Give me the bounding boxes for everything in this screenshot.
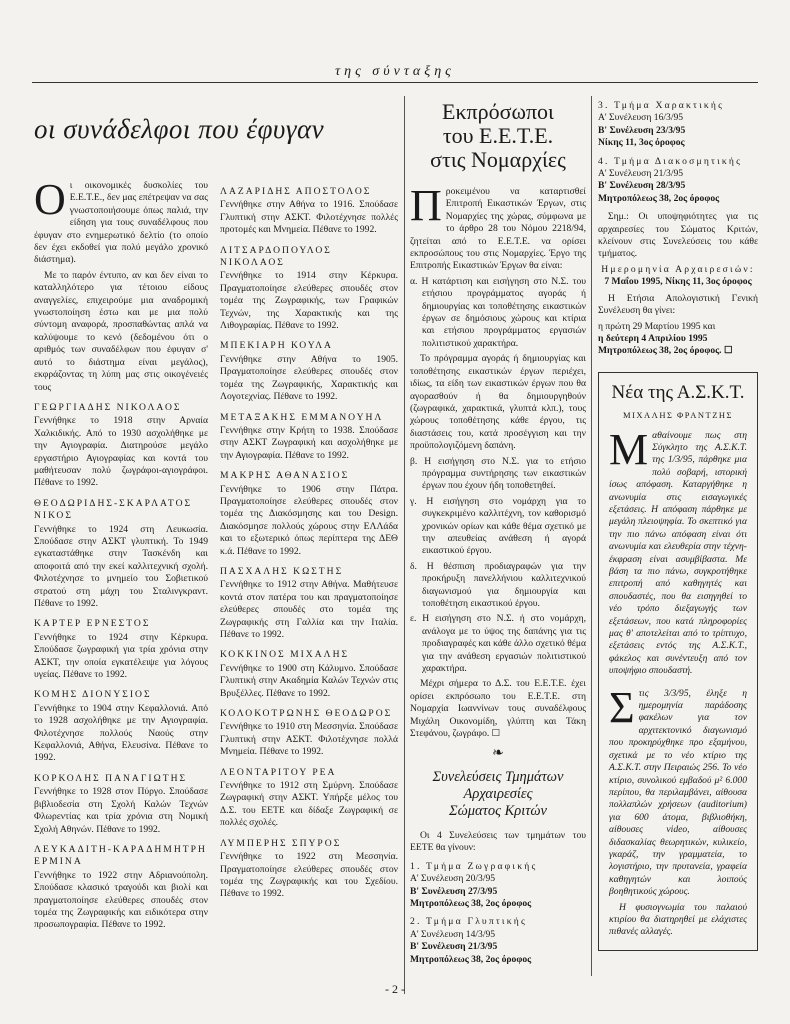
duty-item: α. Η κατάρτιση και εισήγηση στο Ν.Σ. του ετήσιου προγράμματος αγοράς ή δημιουργίας και τοποθέτησης εικαστικών έργων σε δημόσιους χώρους και κτίρια και ετήσιου προγράμματος εργασιών πολιτιστικού χαρακτήρα.: [410, 275, 586, 349]
duty-item: δ. Η θέσπιση προδιαγραφών για την προκήρυξη πανελλήνιου καλλιτεχνικού διαγωνισμού για δημιουργία και τοποθέτηση εικαστικού έργου.: [410, 560, 586, 609]
column-divider: [404, 96, 405, 994]
obituary-text: Γεννήθηκε το 1914 στην Κέρκυρα. Πραγματοποίησε ελεύθερες σπουδές στον τομέα της Ζωγραφικής, των Γραφικών Τεχνών, της Χαρακτικής και της Λιθογραφίας. Πέθανε το 1992.: [220, 270, 398, 332]
obituary-name: ΜΕΤΑΞΑΚΗΣ ΕΜΜΑΝΟΥΗΛ: [220, 411, 384, 423]
article-intro: Προκειμένου να καταρτισθεί Επιτροπή Εικαστικών Έργων, στις Νομαρχίες της χώρας, σύμφωνα με το άρθρο 28 του Νόμου 2218/94, ζητείται από το Ε.Ε.Τ.Ε. να ορίσει εκπροσώπους του στις Νομαρχίες. Έργο της Επιτροπής Εικαστικών Έργων θα είναι:: [410, 181, 586, 272]
news-box: [598, 372, 758, 951]
department-schedule: 2. Τμήμα Γλυπτικής Α' Συνέλευση 14/3/95 Β' Συνέλευση 21/3/95 Μητροπόλεως 38, 2ος όροφος: [410, 916, 532, 965]
obituary-name: ΛΙΤΣΑΡΔΟΠΟΥΛΟΣ ΝΙΚΟΛΑΟΣ: [220, 244, 332, 269]
obituary-name: ΛΕΟΝΤΑΡΙΤΟΥ ΡΕΑ: [220, 766, 337, 778]
obituary-text: Γεννήθηκε το 1924 στην Κέρκυρα. Σπούδασε ζωγραφική για τρία χρόνια στην ΑΣΚΤ, την οποία εγκατέλειψε για λόγους υγείας. Πέθανε το 1992.: [34, 631, 208, 681]
obituary-text: Γεννήθηκε το 1912 στην Αθήνα. Μαθήτευσε κοντά στον πατέρα του και πραγματοποίησε ελεύθερες σπουδές στο τομέα της Ζωγραφικής στη Γαλλία και την Ιταλία. Πέθανε το 1992.: [220, 579, 398, 640]
obituary-name: ΘΕΟΔΩΡΙΔΗΣ-ΣΚΑΡΛΑΤΟΣ ΝΙΚΟΣ: [34, 497, 193, 522]
obituary-name: ΚΑΡΤΕΡ ΕΡΝΕΣΤΟΣ: [34, 618, 151, 630]
page-number: - 2 -: [385, 982, 405, 996]
obituary-name: ΜΑΚΡΗΣ ΑΘΑΝΑΣΙΟΣ: [220, 470, 350, 482]
note: Σημ.: Οι υποψηφιότητες για τις αρχαιρεσίες του Σώματος Κριτών, κλείνουν στις Συνελεύσεις του κάθε τμήματος.: [598, 211, 758, 260]
obituary-name: ΛΥΜΠΕΡΗΣ ΣΠΥΡΟΣ: [220, 837, 342, 849]
drop-cap: Π: [410, 181, 442, 230]
obituary-text: Γεννήθηκε το 1900 στη Κάλυμνο. Σπούδασε Γλυπτική στην Ακαδημία Καλών Τεχνών στις Βρυξέλλες. Πέθανε το 1992.: [220, 662, 398, 699]
obituary-name: ΚΟΚΚΙΝΟΣ ΜΙΧΑΛΗΣ: [220, 649, 350, 661]
obituary-text: Γεννήθηκε το 1928 στον Πύργο. Σπούδασε βιβλιοδεσία στη Σχολή Καλών Τεχνών Φλωρεντίας και τρία χρόνια στη Νομική Σχολή Αθηνών. Πέθανε το 1992.: [34, 786, 208, 835]
duty-item: ε. Η εισήγηση στο Ν.Σ. ή στο νομάρχη, ανάλογα με το ύψος της δαπάνης για τις προδιαγραφές και κάθε άλλο σχετικό θέμα για την ανάθεση εργασιών πολιτιστικού χαρακτήρα.: [410, 613, 586, 675]
box-paragraph: Μαθαίνουμε πως στη Σύγκλητο της Α.Σ.Κ.Τ. της 1/3/95, πάρθηκε μια πολύ σοβαρή, ιστορική ίσως απόφαση. Καταργήθηκε η ανωνυμία στις εισαγωγικές εξετάσεις. Η απόφαση πάρθηκε με μεγάλη πλειοψηφία. Το σκεπτικό για την πιο πάνω απόφαση είναι ότι ανωνυμία και ελευθερία στην τέχνη-έκφραση είναι ασυμβίβαστα. Με βάση τα πιο πάνω, συγκροτήθηκε επιτροπή από καθηγητές και σπουδαστές, που θα εισηγηθεί το νέο τρόπο διεξαγωγής των εξετάσεων, που κατά πληροφορίες μας θ' αποτελείται από το τρίπτυχο, εξετάσεις εντός της Α.Σ.Κ.Τ., φάκελος και συνέντευξη από τον υποψήφιο σπουδαστή.: [609, 424, 747, 677]
author: ΜΙΧΑΛΗΣ ΦΡΑΝΤΖΗΣ: [623, 410, 733, 421]
obituary-name: ΠΑΣΧΑΛΗΣ ΚΩΣΤΗΣ: [220, 565, 344, 577]
obituary-name: ΓΕΩΡΓΙΑΔΗΣ ΝΙΚΟΛΑΟΣ: [34, 401, 182, 413]
obituary-text: Γεννήθηκε στην Κρήτη το 1938. Σπούδασε στην ΑΣΚΤ Ζωγραφική και ασχολήθηκε με την Αγιογραφία. Πέθανε το 1992.: [220, 424, 398, 461]
drop-cap: Μ: [609, 424, 649, 474]
obituaries-column-1: [34, 175, 208, 935]
drop-cap: Σ: [609, 682, 635, 732]
department-schedule: 1. Τμήμα Ζωγραφικής Α' Συνέλευση 20/3/95 Β' Συνέλευση 27/3/95 Μητροπόλεως 38, 2ος όροφος: [410, 860, 538, 909]
duty-item: Το πρόγραμμα αγοράς ή δημιουργίας και τοποθέτησης εικαστικών έργων περιέχει, ιδίως, τα είδη των εικαστικών έργων που θα αγορασθούν ή θα δημιουργηθούν (ζωγραφικά, χαρακτικά, γλυπτά κλπ.), τους χώρους τοποθέτησης κάθε έργου, τις διαστάσεις του, κατά προσέγγιση και την προϋπολογιζόμενη δαπάνη.: [410, 353, 586, 452]
obituary-text: Γεννήθηκε το 1918 στην Αρναία Χαλκιδικής. Από το 1930 ασχολήθηκε με την Αγιογραφία. Διατηρούσε μεγάλο εργαστήριο Αγιογραφίας και κοντά του μαθήτευσαν πολύ ζωγράφοι-αγιογράφοι. Πέθανε το 1992.: [34, 415, 208, 489]
page-title: οι συνάδελφοι που έφυγαν: [34, 114, 325, 144]
duty-item: β. Η εισήγηση στο Ν.Σ. για το ετήσιο πρόγραμμα συντήρησης των εικαστικών έργων που έχουν ήδη τοποθετηθεί.: [410, 455, 586, 492]
representatives-column: [410, 96, 586, 966]
obituary-text: Γεννήθηκε το 1922 στη Μεσσηνία. Πραγματοποίησε ελεύθερες σπουδές στον τομέα της Ζωγραφικής και του Σχεδίου. Πέθανε το 1992.: [220, 851, 398, 900]
news-column: 3. Τμήμα Χαρακτικής Α' Συνέλευση 16/3/95 Β' Συνέλευση 23/3/95 Νίκης 11, 3ος όροφος 4. Τμήμα Διακοσμητικής Α' Συνέλευση 21/3/95 Β' Συνέλευση 28/3/95 Μητροπόλεως 38, 2ος όροφος Σημ.: Οι υποψηφιότητες για τις αρχαιρεσίες του Σώματος Κριτών, κλείνουν στις Συνελεύσεις του κάθε τμήματος. Ημερομηνία Αρχαιρεσιών: 7 Μαΐου 1995, Νίκης 11, 3ος όροφος Η Ετήσια Απολογιστική Γενική Συνέλευση θα γίνει: η πρώτη 29 Μαρτίου 1995 και η δεύτερη 4 Απριλίου 1995 Μητροπόλεως 38, 2ος όροφος. ☐ Νέα της Α.Σ.Κ.Τ. ΜΙΧΑΛΗΣ ΦΡΑΝΤΖΗΣ Μαθαίνουμε πως στη Σύγκλητο της Α.Σ.Κ.Τ. της 1/3/95, πάρθηκε μια πολύ σοβαρή, ιστορική ίσως απόφαση. Καταργήθηκε η ανωνυμία στις εισαγωγικές εξετάσεις. Η απόφαση πάρθηκε με μεγάλη πλειοψηφία. Το σκεπτικό για την πιο πάνω απόφαση είναι ότι ανωνυμία και ελευθερία στην τέχνη-έκφραση είναι ασυμβίβαστα. Με βάση τα πιο πάνω, συγκροτήθηκε επιτροπή από καθηγητές και σπουδαστές, που θα εισηγηθεί το νέο τρόπο διεξαγωγής των εξετάσεων, που κατά πληροφορίες μας θ' αποτελείται από το τρίπτυχο, εξετάσεις εντός της Α.Σ.Κ.Τ., φάκελος και συνέντευξη από τον υποψήφιο σπουδαστή. Στις 3/3/95, έληξε η ημερομηνία παράδοσης φακέλων για τον αρχιτεκτονικό διαγωνισμό που προκηρύχθηκε προ εξαμήνου, σχετικά με το νέο κτίριο της Α.Σ.Κ.Τ. στην Πειραιώς 256. Το νέο κτίριο, συνολικού εμβαδού μ² 6.000 περίπου, θα περιλαμβάνει, αίθουσα πολλαπλών χρήσεων (auditorium) για 600 άτομα, βιβλιοθήκη, αίθουσες video, αίθουσες διδασκαλίας θεωρητικών, κυλικείο, γκαράζ, την γραμματεία, το λογιστήριο, την πρυτανεία, γραφεία καθηγητών και λοιπούς βοηθητικούς χώρους. Η φυσιογνωμία του παλαιού κτιρίου θα διατηρηθεί με ελάχιστες πιθανές αλλαγές.: [598, 100, 758, 951]
box-paragraph: Στις 3/3/95, έληξε η ημερομηνία παράδοσης φακέλων για τον αρχιτεκτονικό διαγωνισμό που προκηρύχθηκε προ εξαμήνου, σχετικά με το νέο κτίριο της Α.Σ.Κ.Τ. στην Πειραιώς 256. Το νέο κτίριο, συνολικού εμβαδού μ² 6.000 περίπου, θα περιλαμβάνει, αίθουσα πολλαπλών χρήσεων (auditorium) για 600 άτομα, βιβλιοθήκη, αίθουσες video, αίθουσες διδασκαλίας θεωρητικών, κυλικείο, γκαράζ, την γραμματεία, το λογιστήριο, την πρυτανεία, γραφεία καθηγητών και λοιπούς βοηθητικούς χώρους.: [609, 682, 747, 898]
assemblies-intro: Οι 4 Συνελεύσεις των τμημάτων του ΕΕΤΕ θα γίνουν:: [410, 829, 586, 854]
obituary-text: Γεννήθηκε το 1910 στη Μεσσηνία. Σπούδασε Γλυπτική στην ΑΣΚΤ. Φιλοτέχνησε πολλά Μνημεία. Πέθανε το 1992.: [220, 721, 398, 758]
obituary-text: Γεννήθηκε το 1924 στη Λευκωσία. Σπούδασε στην ΑΣΚΤ γλυπτική. Το 1949 εγκαταστάθηκε στην Τασκένδη και αποφοιτά από την εκεί καλλιτεχνική σχολή. Φιλοτέχνησε το μνημείο του Σοβιετικού στρατού στη μάχη του Σταλινγκραντ. Πέθανε το 1992.: [34, 523, 208, 609]
obituary-text: Γεννήθηκε το 1904 στην Κεφαλλονιά. Από το 1928 ασχολήθηκε με την Αγιογραφία. Φιλοτέχνησε πολλούς Ναούς στην Κεφαλλονιά, Αθήνα, Ελευσίνα. Πέθανε το 1992.: [34, 702, 208, 764]
intro-paragraph: Οι οικονομικές δυσκολίες του Ε.Ε.Τ.Ε., δεν μας επέτρεψαν να σας γνωστοποιήσουμε όπως παλιά, την είδηση για τους συναδέλφους που έφυγαν στο ενημερωτικό δελτίο (το οποίο δεν έχει εκδοθεί για πολύ μεγάλο χρονικό διάστημα).: [34, 175, 208, 266]
obituaries-column-2: [220, 178, 398, 904]
section-subtitle: Συνελεύσεις Τμημάτων Αρχαιρεσίες Σώματος Κριτών: [432, 768, 564, 819]
header-rule: [32, 82, 758, 83]
drop-cap: Ο: [34, 175, 66, 224]
obituary-text: Γεννήθηκε το 1922 στην Αδριανούπολη. Σπούδασε κλασικό τραγούδι και βιολί και πραγματοποίησε ελεύθερες σπουδές στον τομέα της Ζωγραφικής και ειδικότερα στην προσωπογραφία. Πέθανε το 1992.: [34, 869, 208, 931]
department-schedule: 3. Τμήμα Χαρακτικής Α' Συνέλευση 16/3/95 Β' Συνέλευση 23/3/95 Νίκης 11, 3ος όροφος: [598, 100, 725, 149]
duty-item: γ. Η εισήγηση στο νομάρχη για το συγκεκριμένο καλλιτέχνη, τον καθορισμό χρονικών ορίων και κάθε θέμα σχετικό με την απευθείας ανάθεση ή αγορά εικαστικού έργου.: [410, 495, 586, 557]
box-paragraph: Η φυσιογνωμία του παλαιού κτιρίου θα διατηρηθεί με ελάχιστες πιθανές αλλαγές.: [609, 901, 747, 938]
obituary-name: ΜΠΕΚΙΑΡΗ ΚΟΥΛΑ: [220, 340, 333, 352]
column-divider: [591, 96, 592, 976]
obituary-text: Γεννήθηκε το 1906 στην Πάτρα. Πραγματοποίησε ελεύθερες σπουδές στον τομέα της Διακόσμησης και του Design. Διακόσμησε πολλούς χώρους στην ΕΛΛάδα και το εξωτερικό όπως περίπτερα της ΔΕΘ κ.ά. Πέθανε το 1992.: [220, 483, 398, 557]
general-assembly: Η Ετήσια Απολογιστική Γενική Συνέλευση θα γίνει:: [598, 292, 758, 317]
obituary-name: ΚΟΜΗΣ ΔΙΟΝΥΣΙΟΣ: [34, 689, 152, 701]
election-date: Ημερομηνία Αρχαιρεσιών: 7 Μαΐου 1995, Νίκης 11, 3ος όροφος: [601, 263, 755, 288]
obituary-name: ΚΟΡΚΟΛΗΣ ΠΑΝΑΓΙΩΤΗΣ: [34, 772, 188, 784]
obituary-name: ΛΑΖΑΡΙΔΗΣ ΑΠΟΣΤΟΛΟΣ: [220, 186, 372, 197]
department-schedule: 4. Τμήμα Διακοσμητικής Α' Συνέλευση 21/3/95 Β' Συνέλευση 28/3/95 Μητροπόλεως 38, 2ος όροφος: [598, 155, 743, 204]
obituary-text: Γεννήθηκε στην Αθήνα το 1916. Σπούδασε Γλυπτική στην ΑΣΚΤ. Φιλοτέχνησε πολλές προτομές και Μνημεία. Πέθανε το 1992.: [220, 199, 398, 236]
obituary-name: ΛΕΥΚΑΔΙΤΗ-ΚΑΡΑΔΗΜΗΤΡΗ ΕΡΜΙΝΑ: [34, 843, 207, 868]
intro-paragraph: Με το παρόν έντυπο, αν και δεν είναι το καταλληλότερο για τέτοιου είδους αναγγελίες, επιχειρούμε μια αναδρομική γνωστοποίηση έστω και με μια πολύ σύντομη αναφορά, προσπαθώντας απλά να καλύψουμε το κενό (δεδομένου ότι ο αριθμός των συναδέλφων που έφυγαν σ' αυτό το διάστημα είναι μεγάλος), εκφράζοντας τη λύπη μας στις οικογένειές τους: [34, 269, 208, 393]
obituary-text: Γεννήθηκε το 1912 στη Σμύρνη. Σπούδασε Ζωγραφική στην ΑΣΚΤ. Υπήρξε μέλος του Δ.Σ. του ΕΕΤΕ και δίδαξε Ζωγραφική σε πολλές σχολές.: [220, 780, 398, 829]
obituary-name: ΚΟΛΟΚΟΤΡΩΝΗΣ ΘΕΟΔΩΡΟΣ: [220, 708, 393, 720]
section-header: της σύνταξης: [335, 64, 455, 79]
article-closing: Μέχρι σήμερα το Δ.Σ. του Ε.Ε.Τ.Ε. έχει ορίσει εκπρόσωπο του Ε.Ε.Τ.Ε. στη Νομαρχία Ιωαννίνων τους συναδέλφους Μιχάλη Οικονομίδη, γλύπτη και Τάκη Στεφάνου, ζωγράφο. ☐: [410, 678, 586, 740]
ornament-icon: ❧: [492, 746, 504, 762]
article-title: Εκπρόσωποι του Ε.Ε.Τ.Ε. στις Νομαρχίες: [430, 99, 566, 172]
obituary-text: Γεννήθηκε στην Αθήνα το 1905. Πραγματοποίησε ελεύθερες σπουδές στον τομέα της Ζωγραφικής, Χαρακτικής και Λογοτεχνίας. Πέθανε το 1992.: [220, 353, 398, 403]
box-title: Νέα της Α.Σ.Κ.Τ.: [611, 381, 745, 403]
